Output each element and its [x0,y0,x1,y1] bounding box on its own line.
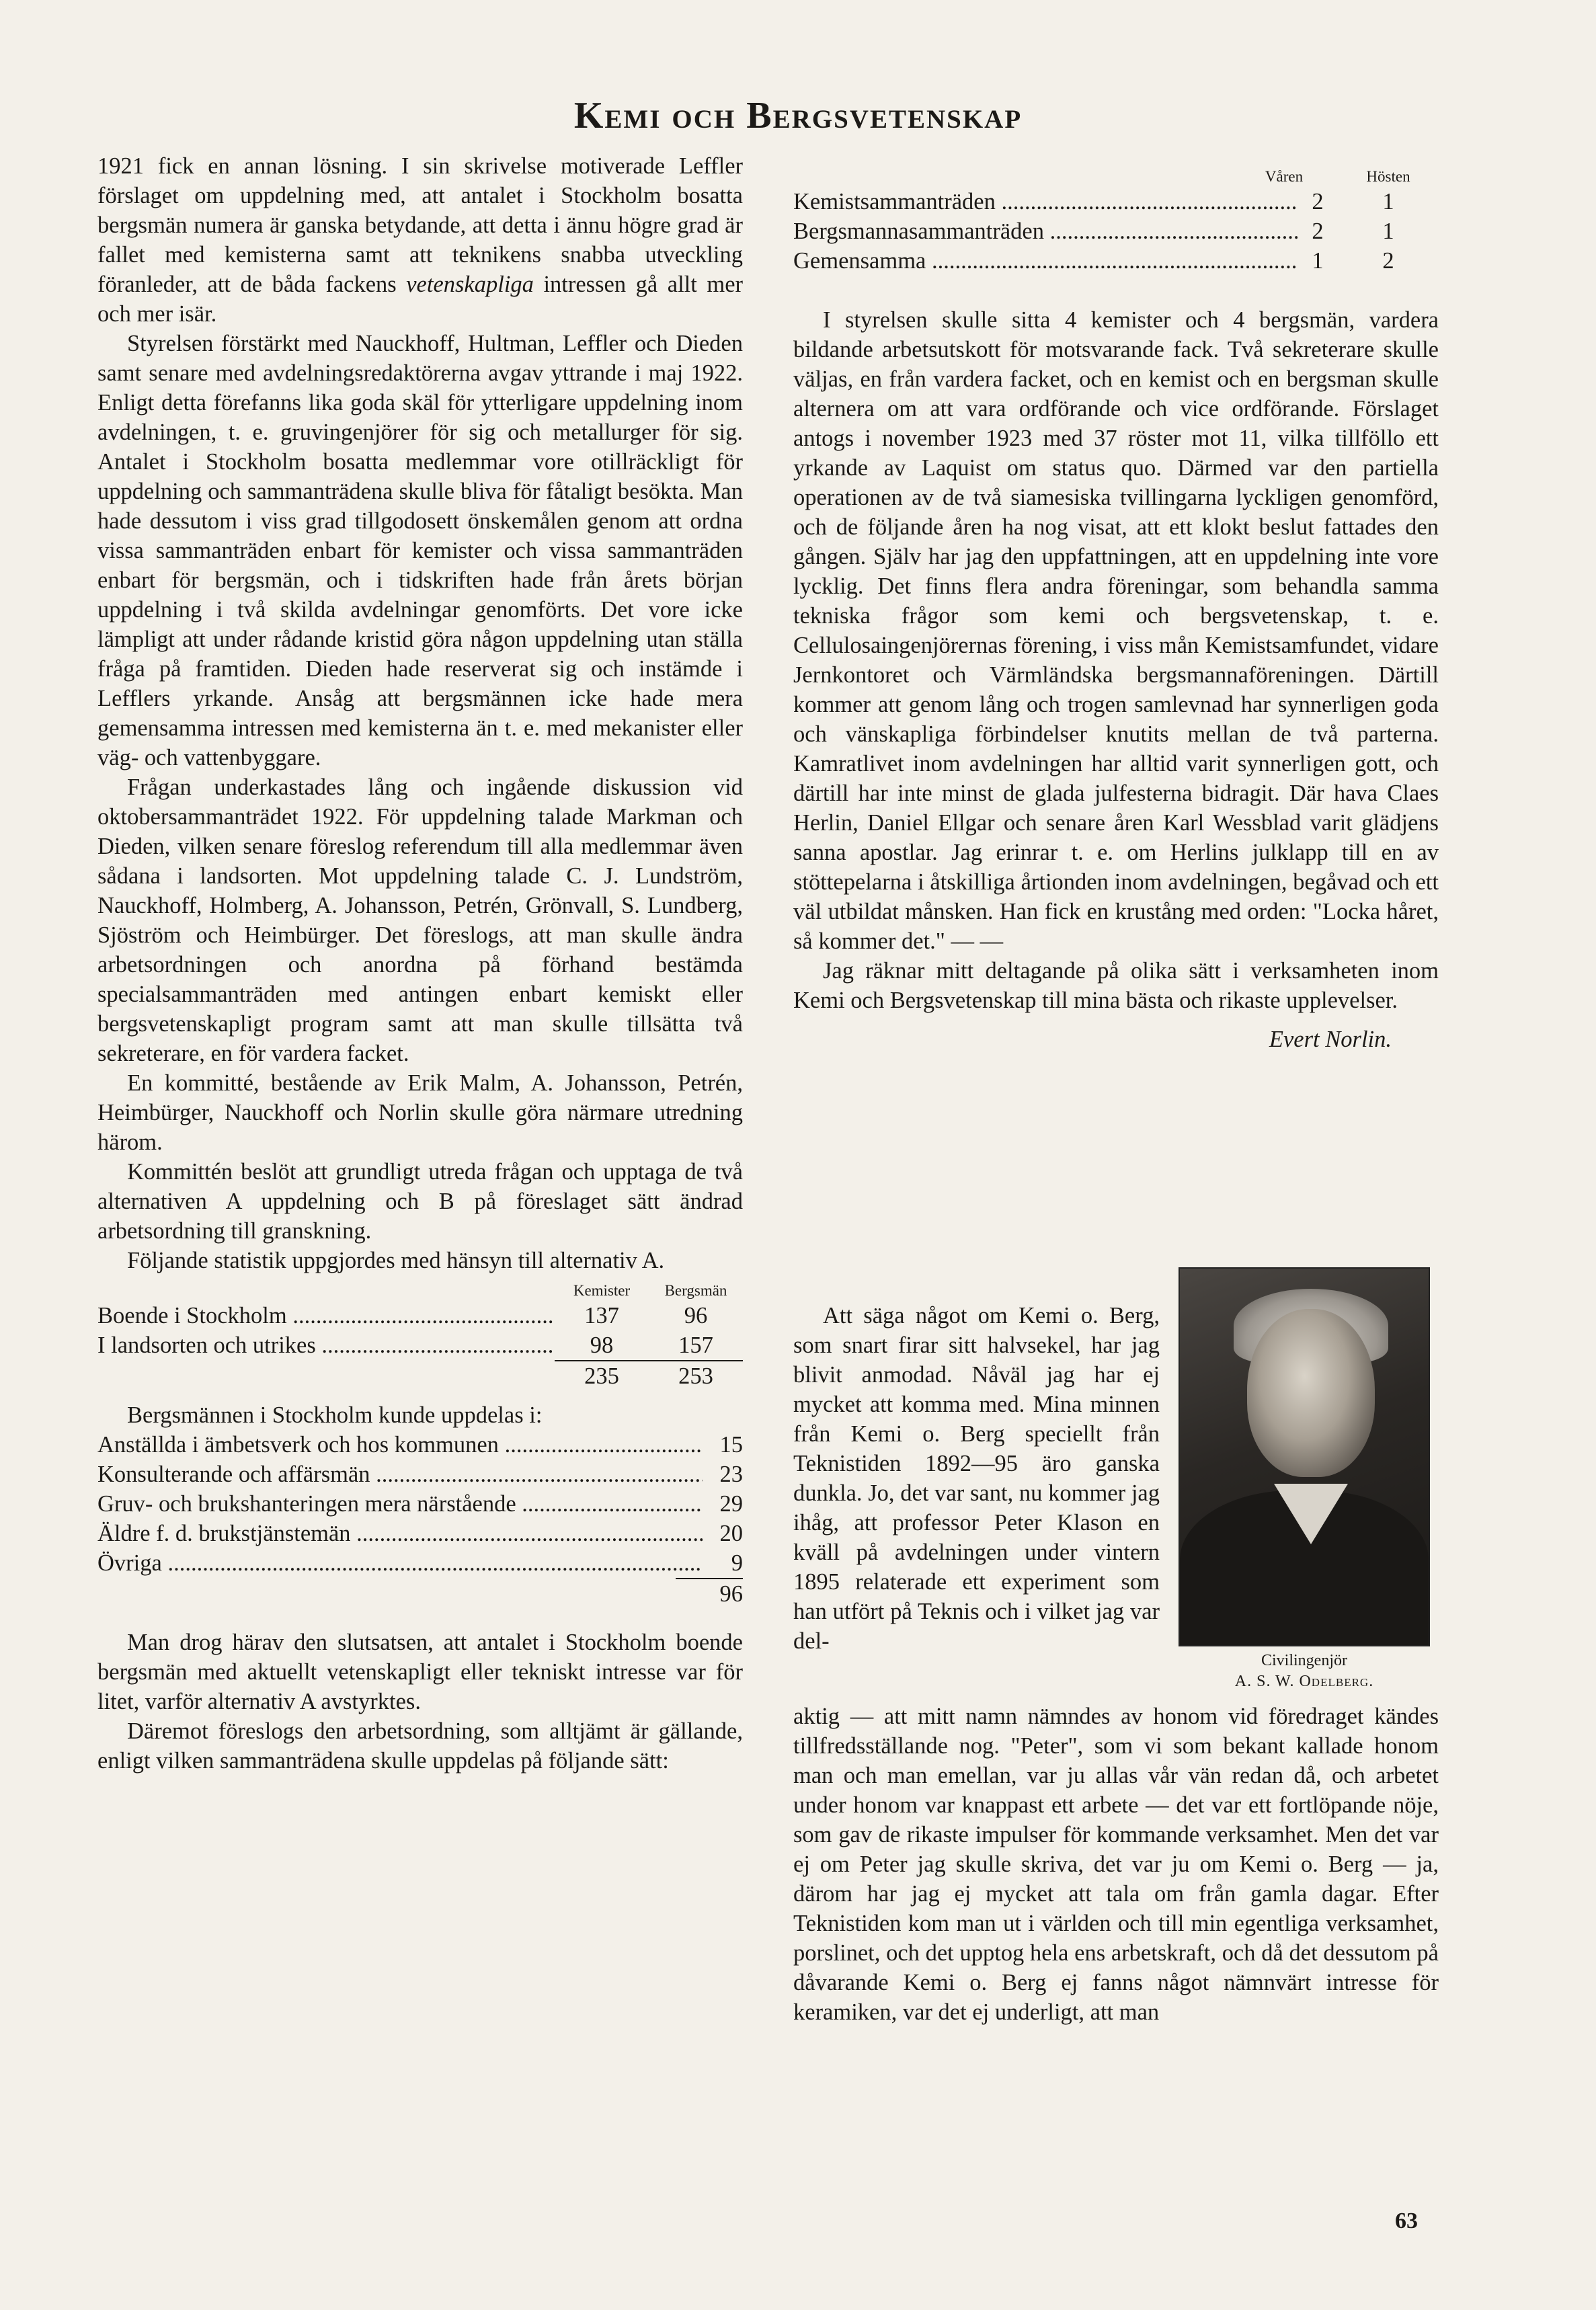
breakdown-table [97,1430,743,1609]
article2-continued: aktig — att mitt namn nämndes av honom vid föredraget kändes tillfredsställande nog. "Peter", som vi som bekant kallade honom man och man emellan, var ju allas vår vän redan då, och arbetet under honom var knappast ett arbete — det var ett fortlöpande nöje, som gav de rikaste impulser för kommande verksamhet. Men det var ej om Peter jag skulle skriva, det var ju om Kemi o. Berg — ja, därom har jag ej mycket att tala om från gamla dagar. Efter Teknistiden kom man ut i världen och till min egentliga verksamhet, porslinet, och det upptog hela ens arbetskraft, och då det dessutom på dåvarande Kemi o. Berg ej fanns något nämnvärt intresse för keramiken, var det ej underligt, att man [793,1704,1439,2025]
right-paragraph-1: I styrelsen skulle sitta 4 kemister och 4 bergsmän, vardera bildande arbetsutskott för motsvarande fack. Två sekreterare skulle väljas, en från vardera facket, och en kemist och en bergsman skulle alternera om att vara ordförande och vice ordförande. Förslaget antogs i november 1923 med 37 röster mot 11, vilka tillföllo ett yrkande av Laquist om status quo. Därmed var den partiella operationen av de två siamesiska tvillingarna lyckligen genomförd, och de följande åren ha nog visat, att ett klokt beslut fattades den gången. Själv har jag den uppfattningen, att en uppdelning inte vore lycklig. Det finns flera andra föreningar, som behandla samma tekniska frågor som kemi och bergsvetenskap, t. e. Cellulosaingenjörernas förening, i viss mån Kemistsamfundet, vidare Jernkontoret och Värmländska bergsmannaföreningen. Därtill kommer att genom lång och trogen samlevnad har synnerligen goda och vänskapliga förbindelser knutits mellan de två parterna. Kamratlivet inom avdelningen har alltid varit synnerligen gott, och därtill har inte minst de glada julfesterna bidragit. Där hava Claes Herlin, Daniel Ellgar och senare åren Karl Wessblad varit glädjens sanna apostlar. Jag erinrar t. e. om Herlins julklapp till en av stöttepelarna i åtskilliga årtionden inom avdelningen, begåvad och ett väl utbildat månsken. Han fick en krustång med orden: "Locka håret, så kommer det." — — [793,307,1439,954]
left-paragraph-4: En kommitté, bestående av Erik Malm, A. Johansson, Petrén, Heimbürger, Nauckhoff och Norlin skulle göra närmare utredning härom. [97,1070,743,1155]
photo-caption: Civilingenjör A. S. W. Odelberg. [1234,1652,1374,1690]
right-paragraph-2: Jag räknar mitt deltagande på olika sätt i verksamheten inom Kemi och Bergsvetenskap till mina bästa och rikaste upplevelser. [793,958,1439,1013]
breakdown-row: Anställda i ämbetsverk och hos kommunen ..... 15 [97,1430,743,1460]
left-paragraph-5: Kommittén beslöt att grundligt utreda frågan och upptaga de två alternativen A uppdelning och B på föreslaget sätt ändrad arbetsordning till granskning. [97,1159,743,1244]
page-number: 63 [1395,2208,1418,2233]
stats-row: I landsorten och utrikes ..... 98 157 [97,1330,743,1360]
breakdown-intro: Bergsmännen i Stockholm kunde uppdelas i: [127,1402,543,1428]
stats-row: Boende i Stockholm ..... 137 96 [97,1301,743,1330]
meetings-row: Gemensamma ..... 1 2 [793,246,1439,276]
meetings-table-header: Våren Hösten [1265,168,1410,185]
breakdown-total: 96 [97,1578,743,1609]
page-title: Kemi och Bergsvetenskap [573,95,1023,136]
article2-paragraph: Att säga något om Kemi o. Berg, som snart firar sitt halvsekel, har jag blivit anmodad. Nåväl jag har ej mycket att komma med. Mina minnen från Kemi o. Berg speciellt från Teknistiden 1892—95 äro ganska dunkla. Jo, det var sant, nu kommer jag ihåg, att professor Peter Klason en kväll på avdelningen under vintern 1895 relaterade ett experiment som han utfört på Teknis och i vilket jag var del- [793,1303,1160,1654]
left-closing-paragraph-2: Däremot föreslogs den arbetsordning, som alltjämt är gällande, enligt vilken sammanträdena skulle uppdelas på följande sätt: [97,1718,743,1774]
breakdown-row: Konsulterande och affärsmän ..... 23 [97,1460,743,1489]
left-paragraph-6: Följande statistik uppgjordes med hänsyn till alternativ A. [127,1248,665,1273]
stats-totals: 235 253 [97,1360,743,1391]
stats-table [97,1281,743,1391]
meetings-row: Kemistsammanträden ..... 2 1 [793,187,1439,216]
left-column [97,151,743,1776]
signature: Evert Norlin. [1269,1027,1392,1052]
meetings-row: Bergsmannasammanträden ..... 2 1 [793,216,1439,246]
left-paragraph-3: Frågan underkastades lång och ingående diskussion vid oktobersammanträdet 1922. För uppdelning talade Markman och Dieden, vilken senare föreslog referendum till alla medlemmar även sådana i landsorten. Mot uppdelning talade C. J. Lundström, Nauckhoff, Holmberg, A. Johansson, Petrén, Grönvall, S. Lundberg, Sjöström och Heimbürger. Det föreslogs, att man skulle ändra arbetsordningen och anordna på förhand bestämda specialsammanträden med antingen enbart kemiskt eller bergsvetenskapligt program samt att man skulle tillsätta två sekreterare, en för vardera facket. [97,774,743,1066]
breakdown-row: Övriga ..... 9 [97,1548,743,1578]
right-column-article [793,1301,1160,1656]
left-paragraph-2: Styrelsen förstärkt med Nauckhoff, Hultman, Leffler och Dieden samt senare med avdelningsredaktörerna avgav yttrande i maj 1922. Enligt detta förefanns lika goda skäl för ytterligare uppdelning inom avdelningen, t. e. gruvingenjörer för sig och metallurger för sig. Antalet i Stockholm bosatta medlemmar vore otillräckligt för uppdelning och sammanträdena skulle bliva för fåtaligt besökta. Man hade dessutom i viss grad tillgodosett önskemålen genom att ordna vissa sammanträden enbart för kemister och vissa sammanträden enbart för bergsmän, och i tidskriften hade från årets början uppdelning i två skilda avdelningar genomförts. Det vore icke lämpligt att under rådande kristid göra någon uppdelning utan ställa fråga på framtiden. Dieden hade reserverat sig och instämde i Lefflers yrkande. Ansåg att bergsmännen icke hade mera gemensamma intressen med kemisterna än t. e. med mekanister eller väg- och vattenbyggare. [97,331,743,770]
breakdown-row: Gruv- och brukshanteringen mera närstående ..... 29 [97,1489,743,1519]
left-paragraph-1: 1921 fick en annan lösning. I sin skrivelse motiverade Leffler förslaget om uppdelning med, att antalet i Stockholm bosatta bergsmän numera är ganska betydande, att detta i ännu högre grad är fallet med kemisterna samt att teknikens snabba utveckling föranleder, att de båda fackens vetenskapliga intressen gå allt mer och mer isär. [97,153,744,327]
breakdown-row: Äldre f. d. brukstjänstemän ..... 20 [97,1519,743,1548]
left-closing-paragraph-1: Man drog härav den slutsatsen, att antalet i Stockholm boende bergsmän med aktuellt vetenskapligt eller tekniskt intresse var för litet, varför alternativ A avstyrktes. [97,1630,743,1714]
portrait-photo [1179,1267,1430,1646]
right-column-bottom [793,1702,1439,2027]
meetings-table [793,167,1439,276]
right-column-top [793,167,1439,1054]
stats-table-header: Kemister Bergsmän [573,1282,727,1299]
